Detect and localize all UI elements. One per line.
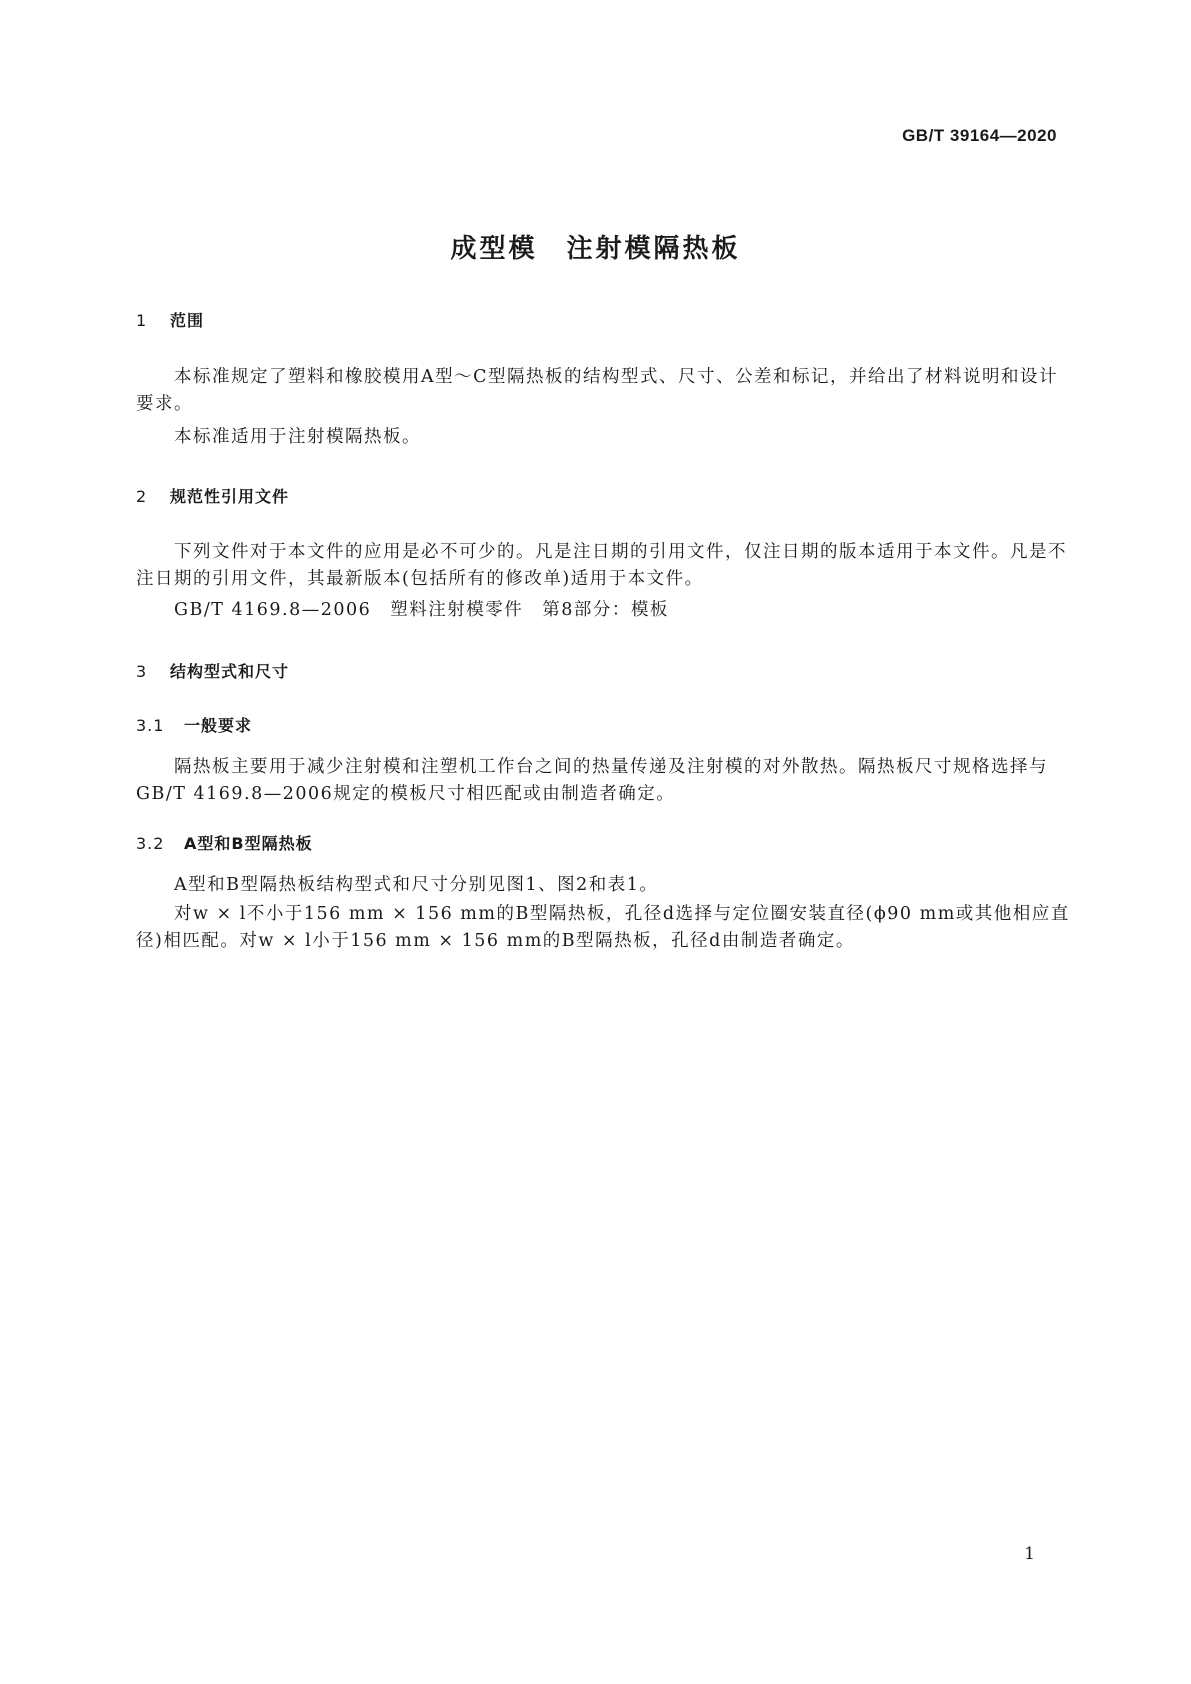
section-number: 3.1	[136, 716, 165, 735]
section-title: 一般要求	[184, 716, 253, 735]
standard-code: GB/T 39164—2020	[902, 126, 1057, 145]
section-title: 结构型式和尺寸	[170, 662, 290, 681]
paragraph: 本标准适用于注射模隔热板。	[174, 427, 421, 447]
section-title: A型和B型隔热板	[184, 834, 313, 853]
section-3-2-heading	[136, 831, 313, 854]
reference-entry: GB/T 4169.8—2006 塑料注射模零件 第8部分：模板	[174, 600, 669, 620]
paragraph: 本标准规定了塑料和橡胶模用A型～C型隔热板的结构型式、尺寸、公差和标记，并给出了材料说明和设计要求。	[136, 367, 1059, 414]
section-title: 范围	[170, 311, 205, 330]
paragraph: 下列文件对于本文件的应用是必不可少的。凡是注日期的引用文件，仅注日期的版本适用于本文件。凡是不注日期的引用文件，其最新版本(包括所有的修改单)适用于本文件。	[136, 542, 1067, 589]
page-number: 1	[1024, 1544, 1035, 1564]
section-3-heading	[136, 659, 289, 682]
section-1-heading	[136, 308, 204, 331]
section-number: 1	[136, 311, 148, 330]
section-number: 3	[136, 662, 148, 681]
paragraph: A型和B型隔热板结构型式和尺寸分别见图1、图2和表1。	[174, 875, 659, 895]
section-3-1-heading	[136, 713, 252, 736]
paragraph: 对w × l不小于156 mm × 156 mm的B型隔热板，孔径d选择与定位圈安装直径(ϕ90 mm或其他相应直径)相匹配。对w × l小于156 mm × 156 mm的B型隔热板，孔径d由制造者确定。	[136, 904, 1070, 951]
section-number: 3.2	[136, 834, 165, 853]
section-2-heading	[136, 484, 289, 507]
document-title: 成型模 注射模隔热板	[450, 234, 741, 264]
section-number: 2	[136, 487, 148, 506]
section-title: 规范性引用文件	[170, 487, 290, 506]
paragraph: 隔热板主要用于减少注射模和注塑机工作台之间的热量传递及注射模的对外散热。隔热板尺寸规格选择与GB/T 4169.8—2006规定的模板尺寸相匹配或由制造者确定。	[136, 757, 1048, 804]
